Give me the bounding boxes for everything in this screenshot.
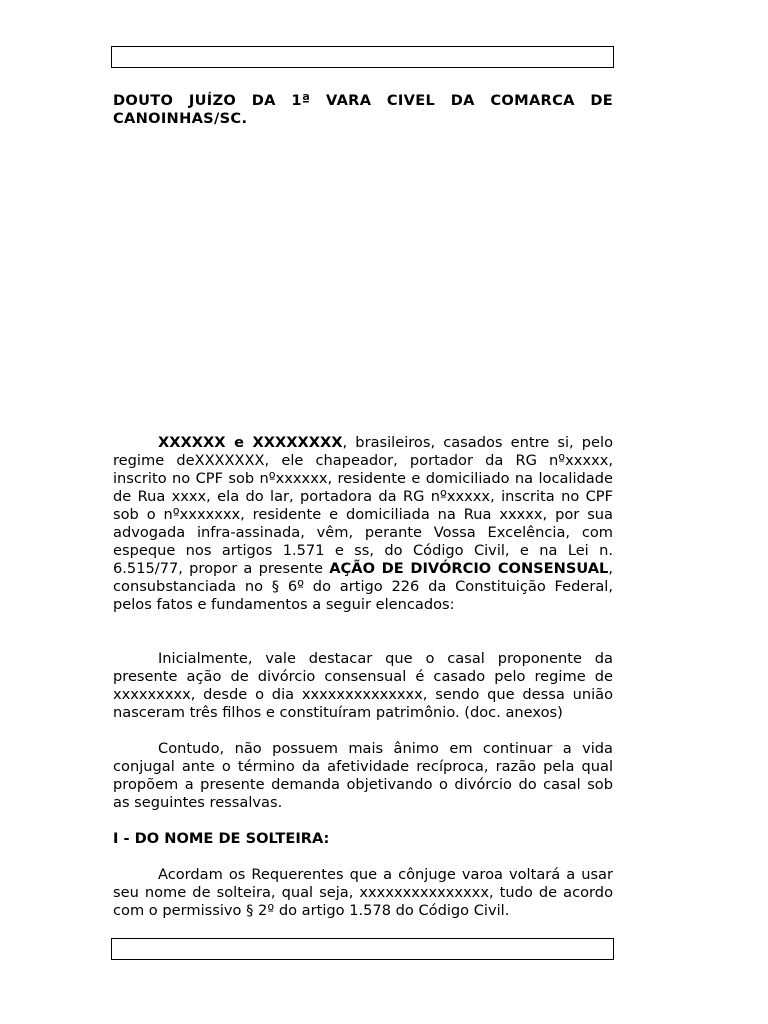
court-heading: DOUTO JUÍZO DA 1ª VARA CIVEL DA COMARCA DE CANOINHAS/SC. <box>113 92 613 127</box>
action-title: AÇÃO DE DIVÓRCIO CONSENSUAL <box>329 560 609 577</box>
paragraph-however: Contudo, não possuem mais ânimo em continuar a vida conjugal ante o término da afetividade recíproca, razão pela qual propõem a presente demanda objetivando o divórcio do casal sob as seguintes ressalvas. <box>113 740 613 811</box>
paragraph-initial: Inicialmente, vale destacar que o casal proponente da presente ação de divórcio consensual é casado pelo regime de xxxxxxxxx, desde o dia xxxxxxxxxxxxxx, sendo que dessa união nasceram três filhos e constituíram patrimônio. (doc. anexos) <box>113 650 613 721</box>
footer-box <box>111 938 614 960</box>
paragraph-maiden-name: Acordam os Requerentes que a cônjuge varoa voltará a usar seu nome de solteira, qual seja, xxxxxxxxxxxxxxx, tudo de acordo com o permissivo § 2º do artigo 1.578 do Código Civil. <box>113 866 613 919</box>
section-title-maiden-name: I - DO NOME DE SOLTEIRA: <box>113 830 330 847</box>
intro-paragraph <box>113 434 613 614</box>
parties-names: XXXXXX e XXXXXXXX <box>158 434 343 451</box>
intro-text-1: , brasileiros, casados entre si, pelo regime deXXXXXXX, ele chapeador, portador da RG nºxxxxx, inscrito no CPF sob nºxxxxxx, residente e domiciliado na localidade de Rua xxxx, ela do lar, portadora da RG nºxxxxx, inscrita no CPF sob o nºxxxxxxx, residente e domiciliada na Rua xxxxx, por sua advogada infra-assinada, vêm, perante Vossa Excelência, com espeque nos artigos 1.571 e ss, do Código Civil, e na Lei n. 6.515/77, propor a presente <box>113 434 613 577</box>
header-box <box>111 46 614 68</box>
intro-text-2: , consubstanciada no § 6º do artigo 226 da Constituição Federal, pelos fatos e fundamentos a seguir elencados: <box>113 560 613 613</box>
